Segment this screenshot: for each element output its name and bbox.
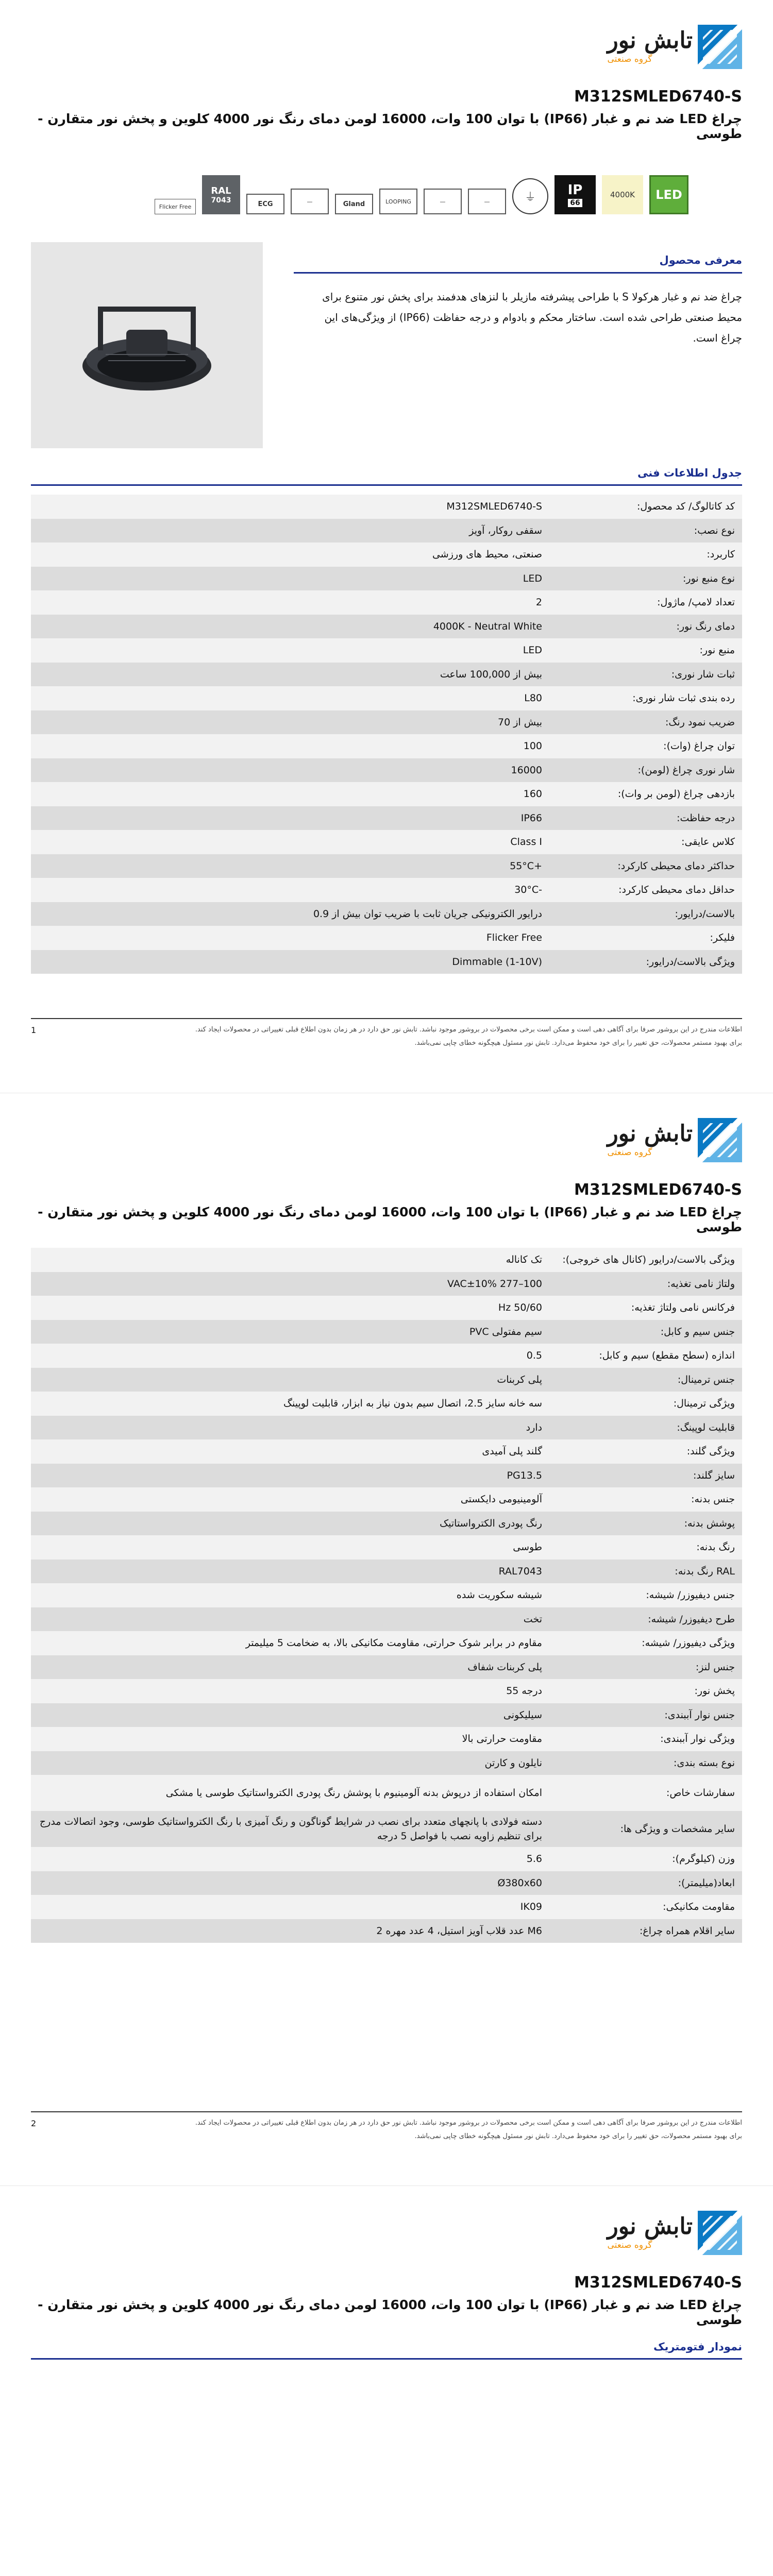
spec-value: نایلون و کارتن	[484, 1757, 542, 1769]
spec-label: منبع نور:	[699, 645, 735, 656]
footer-line-2: برای بهبود مستمر محصولات، حق تغییر را برای خود محفوظ می‌دارد. تابش نور مسئول هیچگونه خطای چاپی نمی‌باشد.	[414, 1039, 742, 1047]
spec-row	[31, 519, 742, 543]
spec-value: RAL7043	[498, 1565, 542, 1577]
spec-row	[31, 1751, 742, 1775]
spec-value: Class I	[510, 836, 542, 848]
spec-row	[31, 1512, 742, 1536]
spec-label: سایر اقلام همراه چراغ:	[639, 1925, 735, 1937]
brand-logo	[607, 2211, 742, 2255]
spec-row	[31, 1871, 742, 1895]
spec-row	[31, 686, 742, 710]
spec-label: نوع بسته بندی:	[674, 1757, 735, 1769]
spec-label: جنس دیفیوزر/ شیشه:	[646, 1589, 735, 1601]
brand-sub: گروه صنعتی	[607, 54, 652, 64]
spec-row	[31, 543, 742, 567]
spec-value: امکان استفاده از درپوش بدنه آلومینیوم با پوشش رنگ پودری الکترواستاتیک طوسی یا مشکی	[165, 1787, 542, 1799]
spec-row	[31, 830, 742, 854]
spec-label: سایر مشخصات و ویژگی ها:	[620, 1823, 735, 1835]
page-number: 1	[31, 1025, 37, 1035]
spec-value: مقاومت حرارتی بالا	[462, 1733, 542, 1745]
spec-heading: جدول اطلاعات فنی	[637, 467, 742, 479]
brand-name: تابش نور	[607, 27, 693, 54]
highbay-luminaire-icon	[70, 289, 224, 402]
spec-value: 100	[523, 740, 542, 752]
spec-row	[31, 1727, 742, 1751]
spec-label: ولتاژ نامی تغذیه:	[667, 1278, 735, 1290]
spec-row	[31, 663, 742, 687]
spec-value: L80	[524, 692, 542, 704]
page-number: 2	[31, 2119, 37, 2128]
spec-label: اندازه (سطح مقطع) سیم و کابل:	[599, 1350, 735, 1362]
spec-row	[31, 1487, 742, 1512]
looping-badge: LOOPING	[379, 189, 417, 214]
spec-value: سیم مفتولی PVC	[469, 1326, 542, 1337]
spec-value: 4000K - Neutral White	[433, 620, 542, 632]
feature-badges	[155, 175, 688, 214]
spec-row	[31, 1296, 742, 1320]
spec-label: حداقل دمای محیطی کارکرد:	[618, 884, 735, 896]
spec-value: LED	[523, 645, 542, 656]
spec-value: پلی کربنات شفاف	[467, 1661, 542, 1673]
spec-row	[31, 1775, 742, 1811]
spec-value: 5.6	[526, 1853, 542, 1865]
spec-row	[31, 1919, 742, 1943]
spec-value: M6 عدد قلاب آویز استیل، 4 عدد مهره 2	[376, 1925, 542, 1937]
spec-row	[31, 902, 742, 926]
footer-divider	[31, 2111, 742, 2112]
spec-label: کد کاتالوگ/ کد محصول:	[636, 501, 735, 513]
product-code: M312SMLED6740-S	[574, 88, 742, 106]
spec-value: -30°C	[514, 884, 542, 896]
brand-name: تابش نور	[607, 1121, 693, 1147]
flicker-free-badge: Flicker Free	[155, 199, 196, 214]
spec-value: 50/60 Hz	[498, 1302, 542, 1314]
spec-row	[31, 1535, 742, 1560]
logo-mark-icon	[698, 2211, 742, 2255]
spec-label: ضریب نمود رنگ:	[665, 716, 735, 728]
spec-label: بالاست/درایور:	[675, 908, 735, 920]
spec-value: 16000	[511, 764, 542, 776]
spec-value: 0.5	[526, 1350, 542, 1362]
spec-label: جنس بدنه:	[691, 1494, 735, 1505]
spec-value: دسته فولادی با پانچهای متعدد برای نصب در شرایط گوناگون و رنگ آمیزی با رنگ الکترواستاتیک طوسی، وجود اتصالات مدرج برای تنظیم زاویه نصب با فواصل 5 درجه	[39, 1816, 542, 1842]
ip-badge: IP 66	[554, 175, 596, 214]
led-badge: LED	[649, 175, 688, 214]
brand-sub: گروه صنعتی	[607, 1147, 652, 1158]
page-3	[0, 2185, 773, 2576]
spec-value: M312SMLED6740-S	[446, 501, 542, 513]
ecg-badge: ECG	[246, 194, 284, 214]
spec-row	[31, 1272, 742, 1296]
spec-value: سه خانه سایز 2.5، اتصال سیم بدون نیاز به ابزار، قابلیت لوپینگ	[283, 1398, 542, 1410]
spec-label: ویژگی ترمینال:	[673, 1398, 735, 1410]
spec-row	[31, 1847, 742, 1871]
spec-row	[31, 1320, 742, 1344]
spec-value: سقفی روکار، آویز	[469, 524, 542, 536]
spec-label: جنس سیم و کابل:	[660, 1326, 735, 1337]
spec-value: درجه 55	[506, 1685, 542, 1697]
footer-line-1: اطلاعات مندرج در این بروشور صرفا برای آگاهی دهی است و ممکن است برخی محصولات در بروشور موجود نباشد. تابش نور حق دارد در هر زمان بدون اطلاع قبلی تغییراتی در محصولات ایجاد کند.	[195, 2119, 742, 2127]
spec-row	[31, 1368, 742, 1392]
footer-divider	[31, 1018, 742, 1019]
spec-row	[31, 1344, 742, 1368]
spec-label: ویژگی گلند:	[686, 1446, 735, 1458]
spec-row	[31, 806, 742, 831]
spec-value: بیش از 70	[498, 716, 542, 728]
spec-row	[31, 734, 742, 758]
spec-row	[31, 615, 742, 639]
product-title: چراغ LED ضد نم و غبار (IP66) با توان 100 وات، 16000 لومن دمای رنگ نور 4000 کلوین و پخش نور متقارن - طوسی	[38, 2297, 742, 2327]
spec-label: فلیکر:	[710, 932, 735, 944]
spec-value: رنگ پودری الکترواستاتیک	[440, 1517, 542, 1529]
spec-row	[31, 710, 742, 735]
product-code: M312SMLED6740-S	[574, 1181, 742, 1199]
spec-value: طوسی	[513, 1541, 542, 1553]
spec-value: PG13.5	[507, 1469, 542, 1481]
spec-label: رنگ بدنه:	[696, 1541, 735, 1553]
spec-label: رده بندی ثبات شار نوری:	[632, 692, 735, 704]
spec-value: تخت	[523, 1613, 542, 1625]
spec-value: درایور الکترونیکی جریان ثابت با ضریب توان بیش از 0.9	[313, 908, 542, 920]
spec-row	[31, 1439, 742, 1464]
dim-icon: —	[424, 189, 462, 214]
cct-badge: 4000K	[602, 175, 643, 214]
spec-value: گلند پلی آمیدی	[482, 1446, 542, 1458]
spec-value: 2	[535, 597, 542, 608]
spec-label: ثبات شار نوری:	[671, 668, 735, 680]
spec-value: پلی کربنات	[497, 1374, 542, 1385]
spec-label: سفارشات خاص:	[666, 1787, 735, 1799]
spec-row	[31, 854, 742, 878]
spec-label: دمای رنگ نور:	[676, 620, 735, 632]
spec-label: جنس نوار آببندی:	[664, 1709, 735, 1721]
spec-label: درجه حفاظت:	[677, 812, 735, 824]
spec-label: پخش نور:	[694, 1685, 735, 1697]
product-code: M312SMLED6740-S	[574, 2274, 742, 2292]
spec-row	[31, 1811, 742, 1847]
spec-value: آلومینیومی دایکستی	[460, 1494, 542, 1505]
spec-row	[31, 1679, 742, 1703]
spec-value: سیلیکونی	[503, 1709, 542, 1721]
brand-logo	[607, 25, 742, 69]
spec-value: Dimmable (1-10V)	[452, 956, 542, 968]
spec-row	[31, 1560, 742, 1584]
brand-name: تابش نور	[607, 2213, 693, 2240]
photometric-divider	[31, 2358, 742, 2360]
spec-row	[31, 590, 742, 615]
spec-label: ویژگی بالاست/درایور (کانال های خروجی):	[562, 1254, 735, 1266]
spec-label: توان چراغ (وات):	[663, 740, 735, 752]
intro-text: چراغ ضد نم و غبار هرکولا S با طراحی پیشرفته مازیلر با لنزهای هدفمند برای پخش نور متنوع برای محیط صنعتی طراحی شده است. ساختار محکم و بادوام و درجه حفاظت (IP66) از ویژگی‌های این چراغ است.	[322, 291, 742, 344]
spec-value: مقاوم در برابر شوک حرارتی، مقاومت مکانیکی بالا، به ضخامت 5 میلیمتر	[245, 1637, 542, 1649]
ral-badge: RAL 7043	[202, 175, 240, 214]
spec-label: نوع نصب:	[694, 524, 735, 536]
mount-icon: —	[468, 189, 506, 214]
footer-text	[195, 1023, 742, 1050]
product-image	[31, 242, 263, 448]
spec-label: ویژگی دیفیوزر/ شیشه:	[642, 1637, 735, 1649]
spec-value: IK09	[520, 1901, 542, 1913]
spec-label: قابلیت لوپینگ:	[677, 1421, 735, 1433]
spec-label: نوع منبع نور:	[683, 572, 735, 584]
spec-label: جنس لنز:	[695, 1661, 735, 1673]
spec-label: سایز گلند:	[693, 1469, 735, 1481]
spec-row	[31, 1464, 742, 1488]
spec-label: بازدهی چراغ (لومن بر وات):	[617, 788, 735, 800]
spec-table-2	[31, 1248, 742, 1943]
footer-line-1: اطلاعات مندرج در این بروشور صرفا برای آگاهی دهی است و ممکن است برخی محصولات در بروشور موجود نباشد. تابش نور حق دارد در هر زمان بدون اطلاع قبلی تغییراتی در محصولات ایجاد کند.	[195, 1026, 742, 1033]
spec-row	[31, 1248, 742, 1272]
footer-text	[195, 2116, 742, 2143]
spec-value: صنعتی، محیط های ورزشی	[432, 549, 542, 561]
spec-label: ابعاد(میلیمتر):	[678, 1877, 735, 1889]
page-1	[0, 0, 773, 1093]
product-title: چراغ LED ضد نم و غبار (IP66) با توان 100 وات، 16000 لومن دمای رنگ نور 4000 کلوین و پخش نور متقارن - طوسی	[38, 111, 742, 141]
plug-icon: —	[291, 189, 329, 214]
brand-sub: گروه صنعتی	[607, 2240, 652, 2250]
spec-row	[31, 1416, 742, 1440]
spec-value: +55°C	[510, 860, 542, 872]
spec-row	[31, 638, 742, 663]
brand-logo	[607, 1118, 742, 1162]
spec-value: 100–277 VAC±10%	[447, 1278, 542, 1290]
spec-row	[31, 758, 742, 783]
intro-divider	[294, 272, 742, 274]
spec-label: جنس ترمینال:	[677, 1374, 735, 1385]
spec-row	[31, 1631, 742, 1655]
spec-value: تک کاناله	[506, 1254, 542, 1266]
logo-mark-icon	[698, 25, 742, 69]
spec-row	[31, 878, 742, 902]
spec-label: ویژگی نوار آببندی:	[660, 1733, 735, 1745]
spec-row	[31, 1392, 742, 1416]
footer-line-2: برای بهبود مستمر محصولات، حق تغییر را برای خود محفوظ می‌دارد. تابش نور مسئول هیچگونه خطای چاپی نمی‌باشد.	[414, 2132, 742, 2140]
spec-row	[31, 1583, 742, 1607]
spec-label: پوشش بدنه:	[684, 1517, 735, 1529]
spec-label: ویژگی بالاست/درایور:	[646, 956, 735, 968]
earth-class-icon: ⏚	[512, 178, 548, 214]
logo-mark-icon	[698, 1118, 742, 1162]
spec-value: 160	[523, 788, 542, 800]
spec-label: شار نوری چراغ (لومن):	[637, 764, 735, 776]
spec-value: IP66	[520, 812, 542, 824]
gland-badge: Gland	[335, 194, 373, 214]
spec-value: شیشه سکوریت شده	[456, 1589, 542, 1601]
spec-row	[31, 926, 742, 950]
spec-label: حداکثر دمای محیطی کارکرد:	[617, 860, 735, 872]
spec-row	[31, 1895, 742, 1919]
spec-value: Ø380x60	[497, 1877, 542, 1889]
intro-heading: معرفی محصول	[659, 254, 742, 266]
photometric-heading: نمودار فتومتریک	[653, 2341, 742, 2353]
spec-row	[31, 1607, 742, 1632]
spec-label: طرح دیفیوزر/ شیشه:	[648, 1613, 735, 1625]
spec-value: LED	[523, 572, 542, 584]
spec-row	[31, 1703, 742, 1727]
spec-value: دارد	[526, 1421, 542, 1433]
spec-label: RAL رنگ بدنه:	[675, 1565, 735, 1577]
spec-row	[31, 567, 742, 591]
product-title: چراغ LED ضد نم و غبار (IP66) با توان 100 وات، 16000 لومن دمای رنگ نور 4000 کلوین و پخش نور متقارن - طوسی	[38, 1205, 742, 1234]
spec-divider	[31, 484, 742, 486]
spec-value: Flicker Free	[486, 932, 542, 944]
spec-label: کلاس عایقی:	[681, 836, 735, 848]
spec-row	[31, 495, 742, 519]
page-2	[0, 1093, 773, 2185]
spec-label: وزن (کیلوگرم):	[672, 1853, 735, 1865]
spec-label: تعداد لامپ/ ماژول:	[657, 597, 735, 608]
spec-row	[31, 950, 742, 974]
spec-label: کاربرد:	[707, 549, 735, 561]
spec-row	[31, 782, 742, 806]
spec-value: بیش از 100,000 ساعت	[440, 668, 542, 680]
spec-label: فرکانس نامی ولتاژ تغذیه:	[631, 1302, 735, 1314]
spec-table-1	[31, 495, 742, 974]
spec-label: مقاومت مکانیکی:	[663, 1901, 735, 1913]
spec-row	[31, 1655, 742, 1680]
